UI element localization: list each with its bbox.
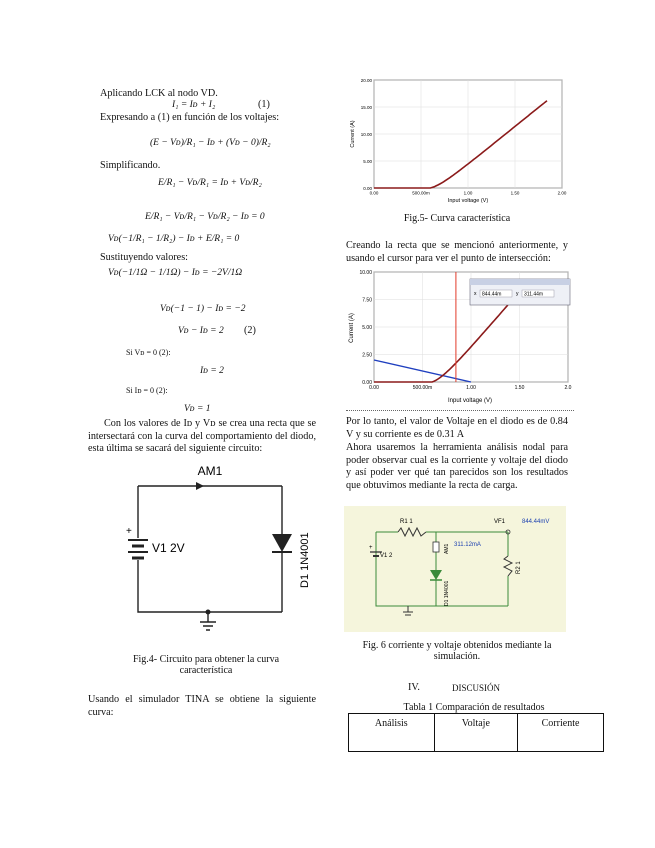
case-vd-zero: Si Vᴅ = 0 (2):	[126, 348, 171, 357]
table-title: Tabla 1 Comparación de resultados	[403, 702, 545, 713]
equation-4: E/R₁ − Vᴅ/R₁ − Vᴅ/R₂ − Iᴅ = 0	[145, 212, 265, 222]
x-tick-label: 1.50	[514, 385, 525, 391]
y-tick-label: 5.00	[363, 159, 372, 164]
equation-6: Vᴅ(−1/1Ω − 1/1Ω) − Iᴅ = −2V/1Ω	[108, 268, 243, 278]
header-analisis: Análisis	[349, 714, 435, 752]
x-tick-label: 500.00m	[412, 190, 430, 196]
equation-8: Vᴅ − Iᴅ = 2	[178, 326, 224, 336]
y-axis-label: Current (A)	[349, 313, 355, 343]
paragraph-cursor: Creando la recta que se mencionó anteriormente, y usando el cursor para ver el punto de intersección:	[346, 240, 568, 264]
figure-5-chart	[346, 76, 568, 206]
x-tick-label: 0.00	[369, 385, 379, 391]
y-tick-label: 0.00	[363, 186, 372, 191]
ammeter-label: AM1	[197, 464, 223, 478]
v1-label: V1 2	[380, 553, 393, 559]
x-tick-label: 1.00	[466, 385, 476, 391]
equation-7: Vᴅ(−1 − 1) − Iᴅ = −2	[160, 304, 246, 314]
comparison-table	[348, 713, 604, 752]
header-voltaje: Voltaje	[434, 714, 517, 752]
equation-8-number: (2)	[244, 325, 256, 336]
header-corriente: Corriente	[518, 714, 604, 752]
case-id-zero: Si Iᴅ = 0 (2):	[126, 386, 168, 395]
x-tick-label: 0.00	[369, 190, 379, 196]
cursor-x-prefix: x	[474, 291, 477, 297]
x-tick-label: 2.0	[564, 385, 572, 391]
figure-6-caption: Fig. 6 corriente y voltaje obtenidos mediante la simulación.	[362, 640, 552, 662]
d1-label: D1 1N4001	[444, 580, 450, 606]
equation-10: Vᴅ = 1	[184, 404, 211, 414]
ammeter-arrow-icon	[196, 482, 204, 490]
r1-label: R1 1	[400, 519, 413, 525]
bottom-wire	[138, 560, 282, 612]
y-tick-label: 20.00	[360, 78, 372, 83]
y-tick-label: 2.50	[362, 352, 372, 359]
x-tick-label: 2.00	[557, 190, 567, 196]
battery-icon	[128, 540, 148, 558]
y-axis-label: Current (A)	[350, 120, 356, 148]
figure-cursor-chart	[344, 266, 574, 410]
battery-plus: +	[126, 526, 132, 537]
diode-icon	[272, 534, 292, 552]
equation-2: (E − Vᴅ)/R₁ − Iᴅ + (Vᴅ − 0)/R₂	[150, 138, 271, 148]
equation-1-number: (1)	[258, 99, 270, 110]
am1-value: 311.12mA	[454, 542, 481, 548]
cursor-x-value: 844.44m	[482, 291, 502, 298]
divider	[346, 410, 574, 411]
paragraph-nodal: Ahora usaremos la herramienta análisis nodal para poder observar cual es la corriente y voltaje del diodo y así poder ver qué tan parecidos son los resultados que obtuvimos mediante la recta de carga.	[346, 442, 568, 491]
source-label: V1 2V	[152, 541, 185, 555]
r2-label: R2 1	[516, 561, 522, 574]
eq-expr-intro: Expresando a (1) en función de los voltajes:	[100, 112, 280, 123]
am1-label: AM1	[444, 543, 450, 554]
x-tick-label: 1.00	[463, 190, 473, 196]
y-tick-label: 5.00	[362, 325, 372, 331]
figure-5-caption: Fig.5- Curva característica	[403, 213, 511, 224]
figure-4-caption: Fig.4- Circuito para obtener la curva característica	[132, 654, 280, 676]
x-axis-label: Input voltage (V)	[447, 198, 489, 204]
substitute-label: Sustituyendo valores:	[100, 252, 189, 263]
y-tick-label: 15.00	[360, 105, 372, 110]
cursor-readout	[470, 279, 570, 305]
paragraph-load-line: Con los valores de Iᴅ y Vᴅ se crea una recta que se intersectará con la curva del comportamiento del diodo, esta última se sacará del siguiente circuito:	[88, 418, 316, 455]
figure-6-simulation	[344, 506, 566, 632]
y-tick-label: 0.00	[362, 380, 372, 386]
diode-label: D1 1N4001	[299, 532, 311, 588]
ground-node	[206, 610, 211, 615]
y-tick-label: 10.00	[360, 132, 372, 137]
simplify-label: Simplificando.	[100, 160, 161, 171]
vf1-value: 844.44mV	[522, 519, 550, 525]
ammeter-icon	[433, 542, 439, 552]
section-title: DISCUSIÓN	[452, 683, 501, 693]
equation-1: I₁ = Iᴅ + I₂	[172, 100, 216, 110]
cursor-y-value: 311.44m	[524, 291, 544, 298]
eq-intro: Aplicando LCK al nodo VD.	[100, 88, 218, 99]
equation-9: Iᴅ = 2	[200, 366, 224, 376]
figure-4-circuit	[100, 460, 320, 640]
equation-5: Vᴅ(−1/R₁ − 1/R₂) − Iᴅ + E/R₁ = 0	[108, 234, 240, 244]
ground-icon	[200, 622, 216, 630]
vf1-label: VF1	[494, 519, 506, 525]
x-tick-label: 1.50	[510, 190, 520, 196]
paragraph-tina: Usando el simulador TINA se obtiene la siguiente curva:	[88, 694, 316, 718]
source-plus: +	[369, 545, 373, 551]
section-number: IV.	[408, 682, 420, 693]
equation-3: E/R₁ − Vᴅ/R₁ = Iᴅ + Vᴅ/R₂	[158, 178, 262, 188]
x-tick-label: 500.00m	[412, 385, 433, 391]
y-tick-label: 7.50	[362, 297, 372, 304]
x-axis-label: Input voltage (V)	[447, 398, 493, 404]
paragraph-result: Por lo tanto, el valor de Voltaje en el diodo es de 0.84 V y su corriente es de 0.31 A	[346, 416, 568, 440]
table-header-row	[349, 714, 604, 752]
y-tick-label: 10.00	[359, 270, 372, 276]
cursor-y-prefix: y	[516, 291, 519, 297]
